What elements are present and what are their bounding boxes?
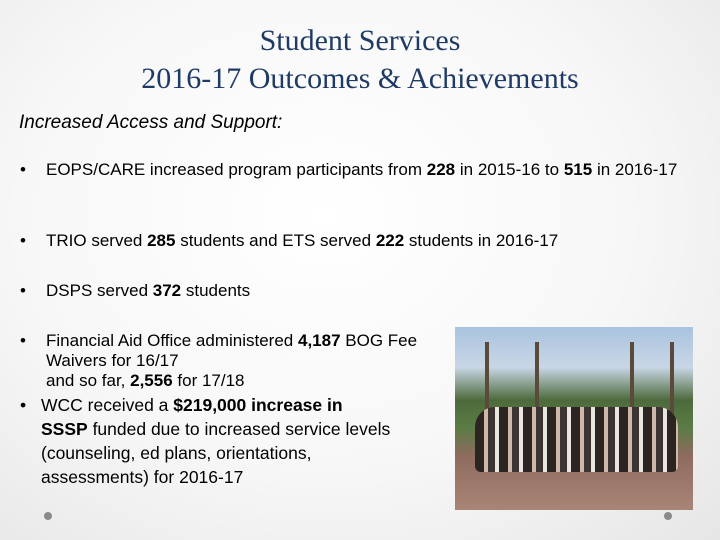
subheading: Increased Access and Support: (19, 112, 283, 133)
decorative-dot-icon (664, 512, 672, 520)
title-line-2: 2016-17 Outcomes & Achievements (141, 62, 579, 95)
bullet-icon: • (20, 160, 26, 179)
bullet-icon: • (20, 231, 26, 250)
title-line-1: Student Services (259, 24, 461, 57)
decorative-dot-icon (44, 512, 52, 520)
bullet-icon: • (20, 395, 27, 415)
slide-title (0, 22, 720, 98)
students-group (475, 407, 678, 472)
bullet-icon: • (20, 331, 26, 350)
bullet-icon: • (20, 281, 26, 300)
group-photo (455, 327, 693, 510)
